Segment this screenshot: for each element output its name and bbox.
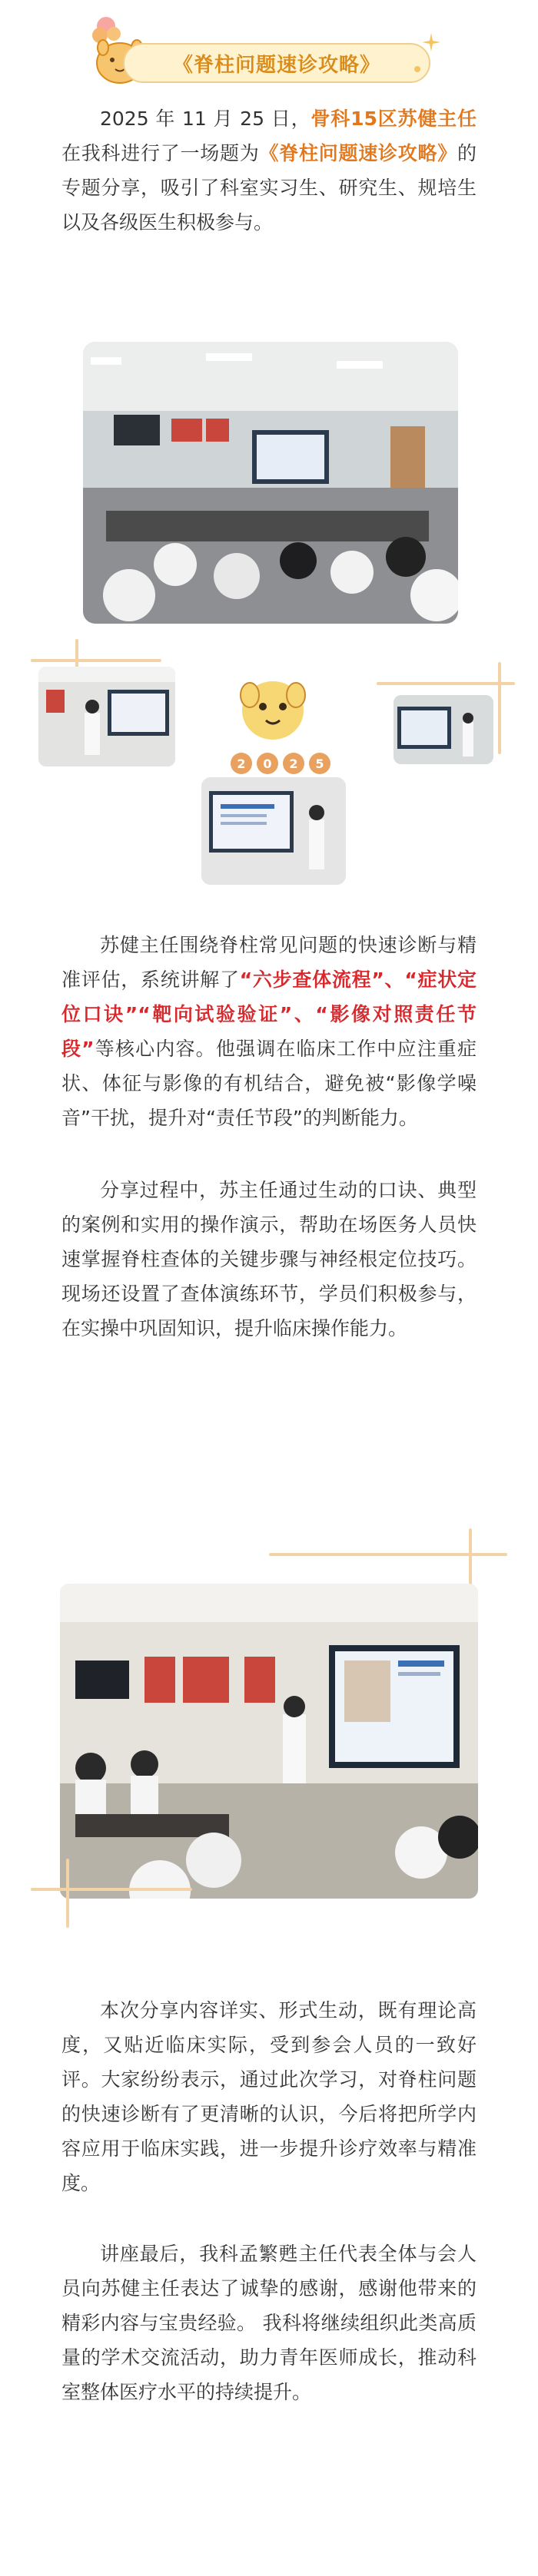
process-text: 分享过程中，苏主任通过生动的口诀、典型的案例和实用的操作演示，帮助在场医务人员快速掌握脊柱查体的关键步骤与神经根定位技巧。现场还设置了查体演练环节，学员们积极参与，在实操中巩固知识，提升临床操作能力。 [61, 1179, 477, 1339]
feedback-text: 本次分享内容详实、形式生动，既有理论高度，又贴近临床实际，受到参会人员的一致好评。大家纷纷表示，通过此次学习，对脊柱问题的快速诊断有了更清晰的认识，今后将把所学内容应用于临床实践，进一步提升诊疗效率与精准度。 [61, 1999, 477, 2194]
year-badge [231, 753, 330, 774]
mascot-sticker [231, 668, 315, 753]
content-text-start: 苏健主任围绕脊柱常见问题的快速诊断与精准评估，系统讲解了 [61, 934, 477, 991]
speaker-name: 骨科15区苏健主任 [311, 108, 477, 130]
page-title: 《脊柱问题速诊攻略》 [172, 53, 380, 77]
frame-line [498, 662, 501, 754]
year-digit: 0 [257, 753, 278, 774]
title-banner [123, 43, 430, 83]
key-point: “症状定位口诀” [61, 968, 477, 1025]
year-digit: 2 [231, 753, 252, 774]
key-point: “六步查体流程” [239, 968, 384, 991]
frame-line [377, 682, 515, 685]
year-digit: 2 [283, 753, 304, 774]
process-paragraph [61, 1173, 477, 1346]
key-point-sep: 、 [384, 968, 405, 991]
frame-line [31, 1888, 192, 1891]
year-digit: 5 [309, 753, 330, 774]
speaker-photo-presentation [201, 777, 346, 885]
lecture-hall-photo [83, 342, 458, 624]
demonstration-photo [60, 1584, 478, 1899]
speaker-photo-small-left [38, 667, 175, 767]
star-icon [421, 32, 441, 52]
closing-paragraph [61, 2237, 477, 2409]
content-paragraph [61, 928, 477, 1135]
intro-text-mid: 在我科进行了一场题为 [61, 142, 260, 164]
closing-text: 讲座最后，我科孟繁甦主任代表全体与会人员向苏健主任表达了诚挚的感谢，感谢他带来的精彩内容与宝贵经验。 我科将继续组织此类高质量的学术交流活动，助力青年医师成长，推动科室整体医疗水平的持续提升。 [61, 2243, 477, 2403]
content-text-end: 等核心内容。他强调在临床工作中应注重症状、体征与影像的有机结合，避免被“影像学噪音”干扰，提升对“责任节段”的判断能力。 [61, 1038, 477, 1129]
speaker-photo-small-right [394, 695, 493, 764]
frame-line [31, 659, 161, 662]
event-date: 2025 年 11 月 25 日， [100, 108, 311, 130]
intro-text-end: 的专题分享，吸引了科室实习生、研究生、规培生以及各级医生积极参与。 [61, 142, 477, 233]
key-point-sep: 、 [292, 1003, 316, 1025]
intro-paragraph [61, 101, 477, 240]
talk-topic: 《脊柱问题速诊攻略》 [259, 142, 457, 164]
key-point: “影像对照责任节段” [61, 1003, 477, 1060]
sparkle-icon [413, 61, 421, 69]
feedback-paragraph [61, 1993, 477, 2200]
key-point: “靶向试验验证” [138, 1003, 293, 1025]
frame-line [66, 1859, 69, 1928]
